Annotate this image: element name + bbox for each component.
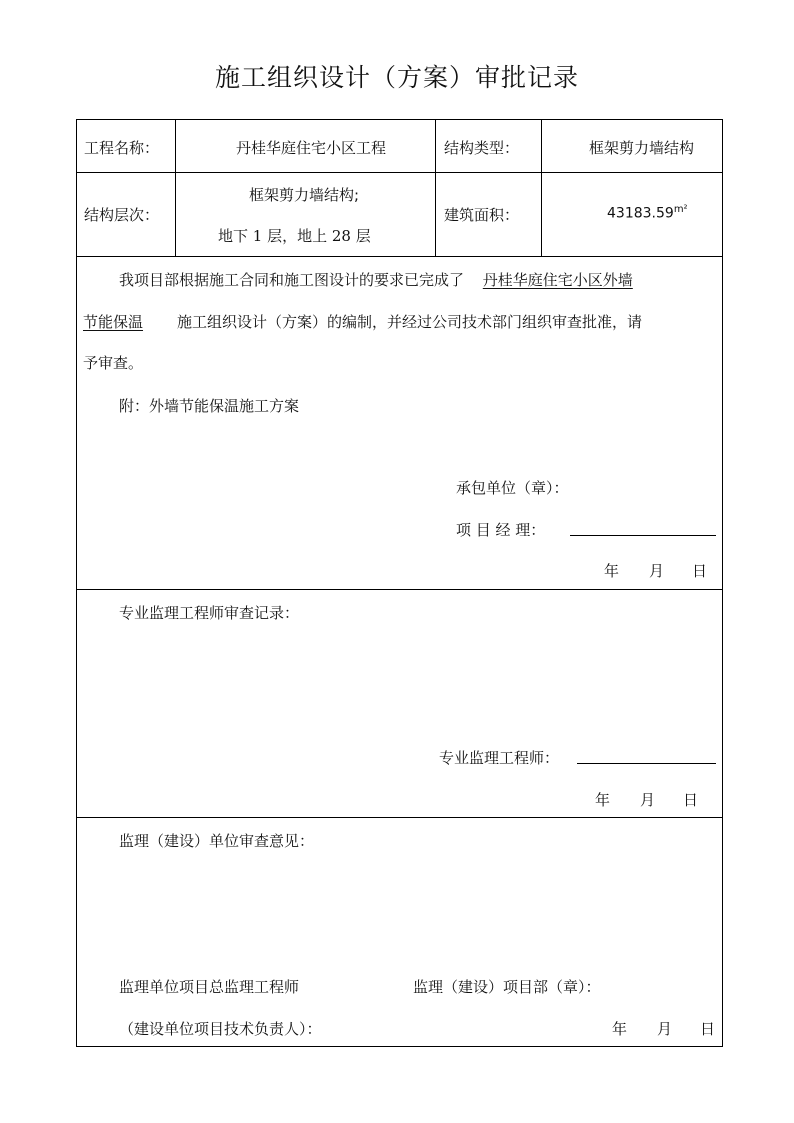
structure-type-label: 结构类型： (444, 139, 520, 157)
unit-review-date (612, 1018, 715, 1039)
attachment-note: 附：外墙节能保温施工方案 (119, 397, 300, 415)
date-month: 月 (657, 1020, 673, 1038)
structure-levels-line2: 地下 1 层，地上 28 层 (218, 227, 371, 245)
column-divider (435, 120, 436, 256)
project-name-value: 丹桂华庭住宅小区工程 (236, 139, 387, 157)
project-name-label: 工程名称： (84, 139, 160, 157)
date-year: 年 (595, 791, 611, 809)
structure-levels-label: 结构层次： (84, 206, 160, 224)
row-divider (77, 589, 722, 590)
supervisor-engineer-label: 专业监理工程师： (439, 749, 560, 767)
application-line1 (119, 269, 633, 290)
date-month: 月 (640, 791, 656, 809)
application-line1-prefix: 我项目部根据施工合同和施工图设计的要求已完成了 (119, 271, 465, 289)
area-value (607, 204, 688, 222)
manager-signature-line (570, 535, 716, 536)
contractor-label: 承包单位（章）： (456, 479, 569, 497)
date-day: 日 (700, 1020, 716, 1038)
row-divider (77, 172, 722, 173)
area-label: 建筑面积： (444, 206, 520, 224)
engineer-signature-line (577, 763, 716, 764)
column-divider (541, 120, 542, 256)
date-year: 年 (604, 562, 620, 580)
owner-tech-lead-label: （建设单位项目技术负责人）： (119, 1020, 322, 1038)
supervision-dept-label: 监理（建设）项目部（章）： (413, 978, 601, 996)
application-line2-suffix: 施工组织设计（方案）的编制，并经过公司技术部门组织审查批准，请 (177, 313, 643, 331)
date-day: 日 (692, 562, 708, 580)
application-date (604, 560, 707, 581)
area-number: 43183.59 (607, 205, 674, 222)
structure-levels-line1: 框架剪力墙结构; (249, 186, 360, 204)
date-day: 日 (683, 791, 699, 809)
supervisor-review-label: 专业监理工程师审查记录： (119, 604, 300, 622)
application-project-underlined: 丹桂华庭住宅小区外墙 (482, 271, 633, 289)
project-manager-label: 项 目 经 理： (456, 521, 546, 539)
column-divider (175, 120, 176, 256)
row-divider (77, 256, 722, 257)
area-unit: m² (673, 204, 688, 215)
application-line2 (83, 311, 642, 332)
approval-form (76, 119, 723, 1047)
row-divider (77, 817, 722, 818)
date-year: 年 (612, 1020, 628, 1038)
page-title: 施工组织设计（方案）审批记录 (214, 63, 579, 92)
application-line3: 予审查。 (83, 354, 144, 372)
structure-type-value: 框架剪力墙结构 (589, 139, 695, 157)
date-month: 月 (649, 562, 665, 580)
unit-review-label: 监理（建设）单位审查意见： (119, 832, 315, 850)
chief-engineer-label: 监理单位项目总监理工程师 (119, 978, 300, 996)
supervisor-review-date (595, 789, 698, 810)
application-scope-underlined: 节能保温 (83, 313, 144, 331)
